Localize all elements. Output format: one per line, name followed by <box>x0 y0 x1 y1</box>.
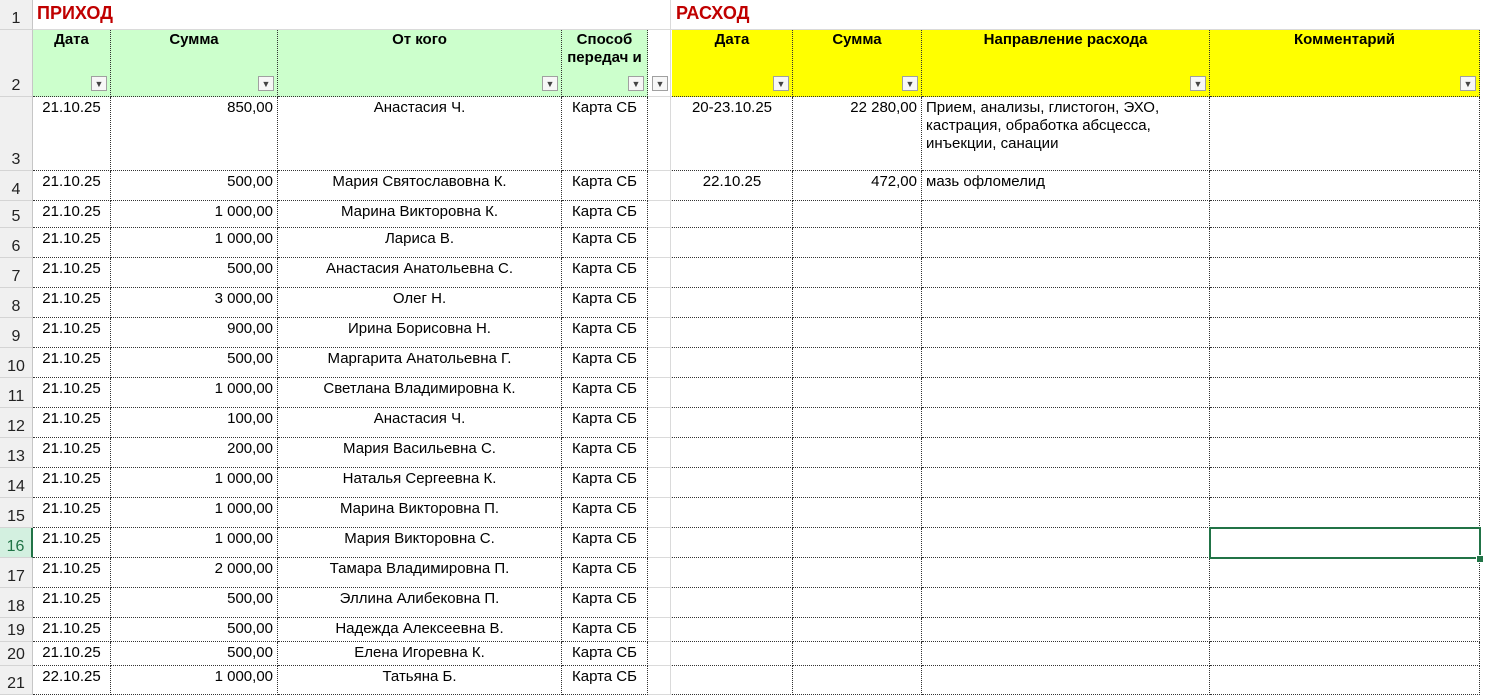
row-header-16[interactable]: 16 <box>0 528 33 558</box>
row-header-17[interactable]: 17 <box>0 558 33 588</box>
row-header-12[interactable]: 12 <box>0 408 33 438</box>
expense-cell-amount[interactable]: 22 280,00 <box>793 97 922 171</box>
filter-dropdown-icon[interactable]: ▼ <box>628 76 644 91</box>
expense-cell-comment[interactable] <box>1210 618 1480 642</box>
row-header-20[interactable]: 20 <box>0 642 33 666</box>
income-cell-amount[interactable]: 200,00 <box>111 438 278 468</box>
expense-cell-direction[interactable] <box>922 468 1210 498</box>
expense-cell-amount[interactable] <box>793 558 922 588</box>
expense-cell-date[interactable] <box>672 408 793 438</box>
income-cell-from[interactable]: Надежда Алексеевна В. <box>278 618 562 642</box>
expense-cell-direction[interactable] <box>922 528 1210 558</box>
gridline <box>648 200 672 201</box>
income-cell-from[interactable]: Наталья Сергеевна К. <box>278 468 562 498</box>
filter-dropdown-icon[interactable]: ▼ <box>1190 76 1206 91</box>
expense-cell-date[interactable] <box>672 348 793 378</box>
selected-cell[interactable] <box>1209 527 1481 559</box>
income-cell-from[interactable]: Маргарита Анатольевна Г. <box>278 348 562 378</box>
expense-cell-direction[interactable] <box>922 201 1210 228</box>
row-header-2[interactable]: 2 <box>0 30 33 97</box>
row-header-8[interactable]: 8 <box>0 288 33 318</box>
expense-cell-date[interactable] <box>672 528 793 558</box>
expense-cell-direction[interactable] <box>922 288 1210 318</box>
income-cell-from[interactable]: Мария Святославовна К. <box>278 171 562 201</box>
income-cell-from[interactable]: Елена Игоревна К. <box>278 642 562 666</box>
income-cell-date[interactable]: 21.10.25 <box>33 588 111 618</box>
fill-handle[interactable] <box>1476 555 1484 563</box>
income-cell-method[interactable]: Карта СБ <box>562 666 648 695</box>
expense-cell-comment[interactable] <box>1210 558 1480 588</box>
income-cell-date[interactable]: 21.10.25 <box>33 642 111 666</box>
expense-cell-comment[interactable] <box>1210 378 1480 408</box>
row-header-10[interactable]: 10 <box>0 348 33 378</box>
expense-cell-direction[interactable] <box>922 318 1210 348</box>
expense-cell-direction[interactable] <box>922 348 1210 378</box>
expense-cell-date[interactable] <box>672 558 793 588</box>
expense-header-comment[interactable]: Комментарий <box>1210 30 1480 97</box>
income-cell-method[interactable]: Карта СБ <box>562 498 648 528</box>
expense-cell-comment[interactable] <box>1210 201 1480 228</box>
income-cell-date[interactable]: 21.10.25 <box>33 618 111 642</box>
income-title[interactable]: ПРИХОД <box>37 3 114 23</box>
expense-cell-date[interactable]: 20-23.10.25 <box>672 97 793 171</box>
income-cell-method[interactable]: Карта СБ <box>562 348 648 378</box>
expense-cell-amount[interactable] <box>793 468 922 498</box>
income-cell-date[interactable]: 21.10.25 <box>33 171 111 201</box>
gridline <box>648 347 672 348</box>
income-cell-date[interactable]: 21.10.25 <box>33 97 111 171</box>
income-cell-amount[interactable]: 500,00 <box>111 258 278 288</box>
expense-cell-direction[interactable] <box>922 228 1210 258</box>
income-cell-amount[interactable]: 500,00 <box>111 588 278 618</box>
gridline <box>648 407 672 408</box>
expense-cell-direction[interactable] <box>922 588 1210 618</box>
row-header-19[interactable]: 19 <box>0 618 33 642</box>
expense-cell-comment[interactable] <box>1210 438 1480 468</box>
expense-cell-direction[interactable] <box>922 642 1210 666</box>
income-cell-method[interactable]: Карта СБ <box>562 171 648 201</box>
filter-dropdown-icon[interactable]: ▼ <box>1460 76 1476 91</box>
income-cell-amount[interactable]: 1 000,00 <box>111 201 278 228</box>
gridline <box>648 257 672 258</box>
expense-cell-amount[interactable] <box>793 228 922 258</box>
expense-cell-comment[interactable] <box>1210 348 1480 378</box>
gridline <box>648 467 672 468</box>
expense-cell-direction[interactable] <box>922 408 1210 438</box>
income-cell-from[interactable]: Анастасия Анатольевна С. <box>278 258 562 288</box>
gridline <box>648 665 672 666</box>
expense-title[interactable]: РАСХОД <box>676 3 750 23</box>
expense-cell-comment[interactable] <box>1210 97 1480 171</box>
income-cell-from[interactable]: Анастасия Ч. <box>278 97 562 171</box>
expense-cell-amount[interactable] <box>793 378 922 408</box>
income-cell-from[interactable]: Эллина Алибековна П. <box>278 588 562 618</box>
expense-cell-comment[interactable] <box>1210 258 1480 288</box>
gridline <box>648 227 672 228</box>
row-header-4[interactable]: 4 <box>0 171 33 201</box>
income-cell-amount[interactable]: 500,00 <box>111 642 278 666</box>
income-cell-method[interactable]: Карта СБ <box>562 201 648 228</box>
income-cell-method[interactable]: Карта СБ <box>562 258 648 288</box>
row-header-21[interactable]: 21 <box>0 666 33 695</box>
expense-cell-direction[interactable] <box>922 558 1210 588</box>
income-cell-date[interactable]: 21.10.25 <box>33 318 111 348</box>
income-cell-date[interactable]: 21.10.25 <box>33 258 111 288</box>
income-header-method[interactable]: Способ передач и <box>562 30 648 97</box>
expense-cell-date[interactable] <box>672 438 793 468</box>
expense-cell-direction[interactable]: Прием, анализы, глистогон, ЭХО, кастрация, обработка абсцесса, инъекции, санации <box>922 97 1210 171</box>
row-header-6[interactable]: 6 <box>0 228 33 258</box>
expense-cell-comment[interactable] <box>1210 288 1480 318</box>
filter-dropdown-icon[interactable]: ▼ <box>652 76 668 91</box>
income-cell-method[interactable]: Карта СБ <box>562 97 648 171</box>
income-cell-amount[interactable]: 1 000,00 <box>111 228 278 258</box>
expense-cell-comment[interactable] <box>1210 408 1480 438</box>
filter-dropdown-icon[interactable]: ▼ <box>542 76 558 91</box>
expense-cell-amount[interactable] <box>793 408 922 438</box>
expense-cell-amount[interactable]: 472,00 <box>793 171 922 201</box>
income-cell-method[interactable]: Карта СБ <box>562 528 648 558</box>
expense-cell-comment[interactable] <box>1210 228 1480 258</box>
gridline <box>648 96 672 97</box>
expense-cell-amount[interactable] <box>793 348 922 378</box>
expense-header-amount[interactable]: Сумма <box>793 30 922 97</box>
expense-cell-amount[interactable] <box>793 666 922 695</box>
filter-dropdown-icon[interactable]: ▼ <box>91 76 107 91</box>
income-cell-method[interactable]: Карта СБ <box>562 408 648 438</box>
income-cell-method[interactable]: Карта СБ <box>562 438 648 468</box>
income-cell-amount[interactable]: 500,00 <box>111 618 278 642</box>
expense-cell-amount[interactable] <box>793 318 922 348</box>
income-cell-amount[interactable]: 2 000,00 <box>111 558 278 588</box>
expense-cell-direction[interactable] <box>922 258 1210 288</box>
expense-cell-date[interactable] <box>672 618 793 642</box>
expense-cell-amount[interactable] <box>793 201 922 228</box>
expense-cell-date[interactable] <box>672 498 793 528</box>
income-cell-amount[interactable]: 1 000,00 <box>111 378 278 408</box>
row-header-1[interactable]: 1 <box>0 0 33 30</box>
income-header-amount[interactable]: Сумма <box>111 30 278 97</box>
expense-cell-date[interactable] <box>672 468 793 498</box>
expense-cell-direction[interactable] <box>922 618 1210 642</box>
expense-cell-amount[interactable] <box>793 438 922 468</box>
income-cell-amount[interactable]: 900,00 <box>111 318 278 348</box>
income-cell-method[interactable]: Карта СБ <box>562 558 648 588</box>
expense-cell-amount[interactable] <box>793 258 922 288</box>
gridline <box>648 617 672 618</box>
income-cell-method[interactable]: Карта СБ <box>562 468 648 498</box>
gridline <box>648 437 672 438</box>
income-cell-from[interactable]: Марина Викторовна П. <box>278 498 562 528</box>
expense-cell-comment[interactable] <box>1210 666 1480 695</box>
expense-cell-date[interactable] <box>672 201 793 228</box>
expense-cell-direction[interactable] <box>922 438 1210 468</box>
row-header-7[interactable]: 7 <box>0 258 33 288</box>
income-cell-method[interactable]: Карта СБ <box>562 588 648 618</box>
expense-cell-direction[interactable] <box>922 498 1210 528</box>
expense-cell-date[interactable] <box>672 258 793 288</box>
row-header-11[interactable]: 11 <box>0 378 33 408</box>
gridline <box>648 317 672 318</box>
income-cell-from[interactable]: Лариса В. <box>278 228 562 258</box>
income-cell-date[interactable]: 22.10.25 <box>33 666 111 695</box>
income-cell-date[interactable]: 21.10.25 <box>33 498 111 528</box>
income-cell-from[interactable]: Ирина Борисовна Н. <box>278 318 562 348</box>
expense-cell-date[interactable] <box>672 318 793 348</box>
row-header-18[interactable]: 18 <box>0 588 33 618</box>
income-cell-date[interactable]: 21.10.25 <box>33 528 111 558</box>
gridline <box>648 170 672 171</box>
income-cell-from[interactable]: Анастасия Ч. <box>278 408 562 438</box>
income-cell-from[interactable]: Мария Васильевна С. <box>278 438 562 468</box>
income-cell-method[interactable]: Карта СБ <box>562 318 648 348</box>
income-cell-method[interactable]: Карта СБ <box>562 378 648 408</box>
filter-dropdown-icon[interactable]: ▼ <box>902 76 918 91</box>
expense-cell-comment[interactable] <box>1210 171 1480 201</box>
income-cell-from[interactable]: Марина Викторовна К. <box>278 201 562 228</box>
gridline <box>648 377 672 378</box>
income-cell-amount[interactable]: 1 000,00 <box>111 666 278 695</box>
income-cell-date[interactable]: 21.10.25 <box>33 468 111 498</box>
row-header-3[interactable]: 3 <box>0 97 33 171</box>
expense-cell-amount[interactable] <box>793 498 922 528</box>
income-cell-from[interactable]: Светлана Владимировна К. <box>278 378 562 408</box>
gridline <box>648 527 672 528</box>
income-cell-amount[interactable]: 1 000,00 <box>111 498 278 528</box>
income-cell-amount[interactable]: 100,00 <box>111 408 278 438</box>
expense-cell-direction[interactable] <box>922 378 1210 408</box>
expense-cell-date[interactable] <box>672 288 793 318</box>
expense-cell-amount[interactable] <box>793 528 922 558</box>
income-cell-method[interactable]: Карта СБ <box>562 288 648 318</box>
gridline <box>670 0 671 695</box>
gridline <box>648 497 672 498</box>
income-header-date[interactable]: Дата <box>33 30 111 97</box>
gridline <box>648 287 672 288</box>
income-cell-from[interactable]: Тамара Владимировна П. <box>278 558 562 588</box>
income-cell-date[interactable]: 21.10.25 <box>33 228 111 258</box>
expense-cell-comment[interactable] <box>1210 468 1480 498</box>
gridline <box>648 557 672 558</box>
filter-dropdown-icon[interactable]: ▼ <box>773 76 789 91</box>
income-cell-date[interactable]: 21.10.25 <box>33 348 111 378</box>
income-header-from[interactable]: От кого <box>278 30 562 97</box>
expense-cell-amount[interactable] <box>793 288 922 318</box>
income-cell-date[interactable]: 21.10.25 <box>33 201 111 228</box>
expense-cell-comment[interactable] <box>1210 498 1480 528</box>
expense-header-date[interactable]: Дата <box>672 30 793 97</box>
income-cell-from[interactable]: Олег Н. <box>278 288 562 318</box>
income-cell-from[interactable]: Татьяна Б. <box>278 666 562 695</box>
income-cell-date[interactable]: 21.10.25 <box>33 408 111 438</box>
expense-cell-date[interactable]: 22.10.25 <box>672 171 793 201</box>
income-cell-method[interactable]: Карта СБ <box>562 618 648 642</box>
income-cell-from[interactable]: Мария Викторовна С. <box>278 528 562 558</box>
expense-cell-amount[interactable] <box>793 588 922 618</box>
expense-header-direction[interactable]: Направление расхода <box>922 30 1210 97</box>
income-cell-amount[interactable]: 1 000,00 <box>111 468 278 498</box>
expense-cell-direction[interactable]: мазь офломелид <box>922 171 1210 201</box>
row-header-5[interactable]: 5 <box>0 201 33 228</box>
gridline <box>648 641 672 642</box>
row-header-13[interactable]: 13 <box>0 438 33 468</box>
income-cell-date[interactable]: 21.10.25 <box>33 378 111 408</box>
row-header-14[interactable]: 14 <box>0 468 33 498</box>
income-cell-date[interactable]: 21.10.25 <box>33 558 111 588</box>
expense-cell-comment[interactable] <box>1210 318 1480 348</box>
expense-cell-date[interactable] <box>672 666 793 695</box>
expense-cell-comment[interactable] <box>1210 642 1480 666</box>
expense-cell-comment[interactable] <box>1210 588 1480 618</box>
income-cell-amount[interactable]: 500,00 <box>111 171 278 201</box>
income-cell-date[interactable]: 21.10.25 <box>33 438 111 468</box>
expense-cell-date[interactable] <box>672 642 793 666</box>
income-cell-method[interactable]: Карта СБ <box>562 642 648 666</box>
income-cell-amount[interactable]: 500,00 <box>111 348 278 378</box>
expense-cell-date[interactable] <box>672 228 793 258</box>
expense-cell-amount[interactable] <box>793 642 922 666</box>
income-cell-method[interactable]: Карта СБ <box>562 228 648 258</box>
filter-dropdown-icon[interactable]: ▼ <box>258 76 274 91</box>
income-cell-amount[interactable]: 3 000,00 <box>111 288 278 318</box>
expense-cell-direction[interactable] <box>922 666 1210 695</box>
row-header-15[interactable]: 15 <box>0 498 33 528</box>
gridline <box>648 587 672 588</box>
income-cell-amount[interactable]: 1 000,00 <box>111 528 278 558</box>
expense-cell-date[interactable] <box>672 588 793 618</box>
income-cell-amount[interactable]: 850,00 <box>111 97 278 171</box>
expense-cell-date[interactable] <box>672 378 793 408</box>
expense-cell-amount[interactable] <box>793 618 922 642</box>
income-cell-date[interactable]: 21.10.25 <box>33 288 111 318</box>
row-header-9[interactable]: 9 <box>0 318 33 348</box>
